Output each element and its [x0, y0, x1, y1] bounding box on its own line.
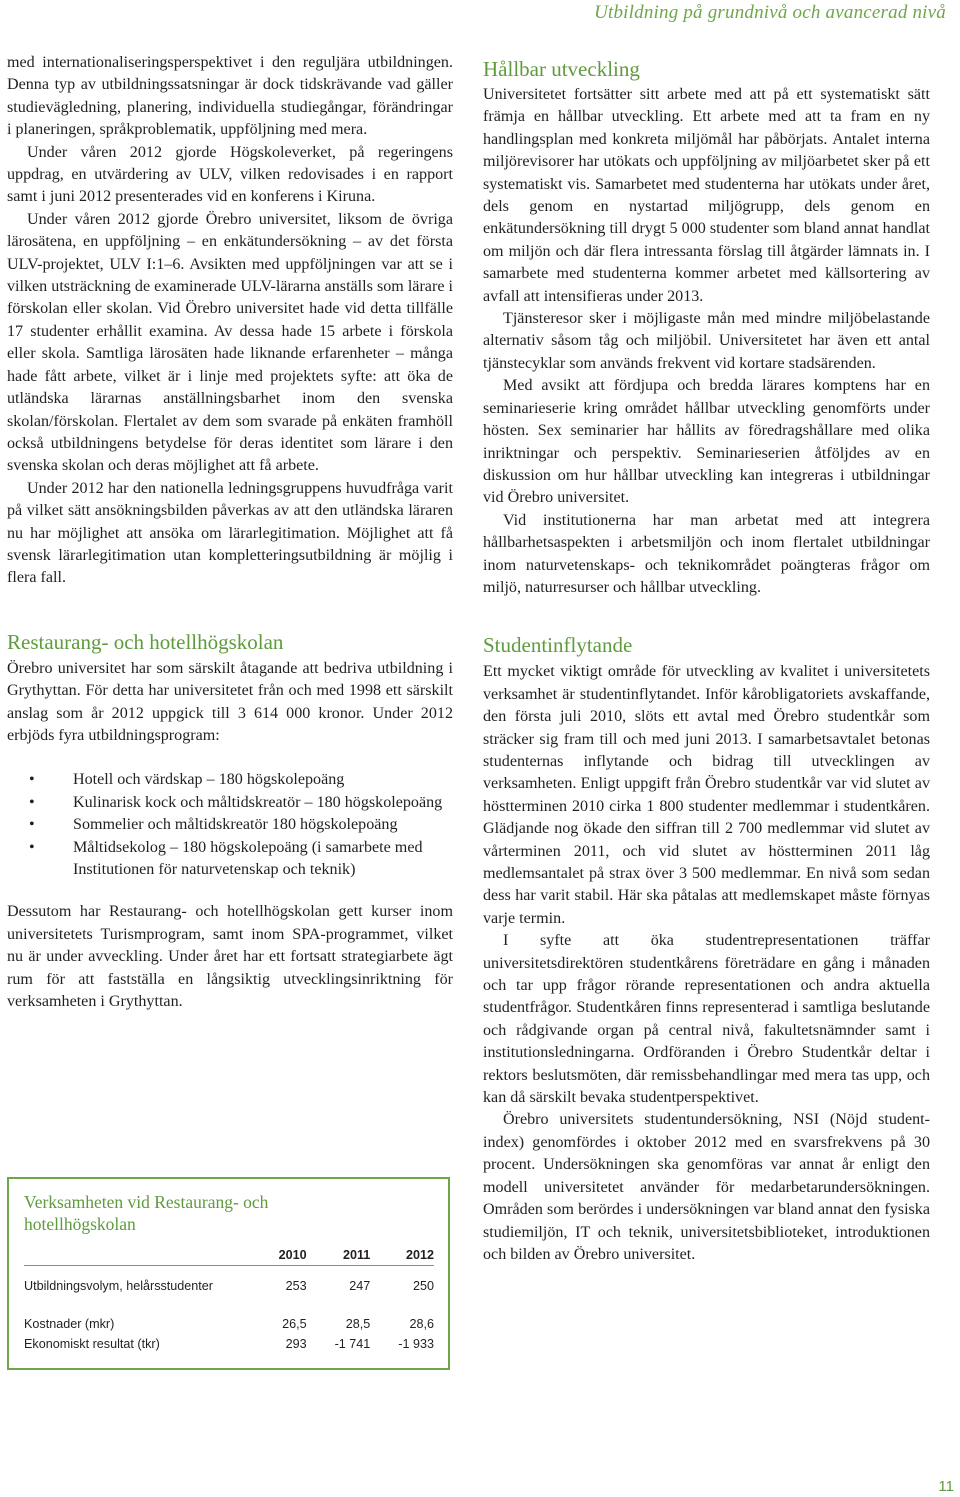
- body-paragraph: med internationaliseringsperspektivet i den reguljära utbildningen. Denna typ av utbildningssatsningar är dock tidskrävande vad gäller studievägledning, planering, individuella studiegångar, förändringar i planeringen, språkproblematik, uppföljning med mera.: [7, 54, 453, 139]
- body-paragraph: Under 2012 har den nationella ledningsgruppens huvudfråga varit på vilket sätt ansökningsbilden påverkas av att den utländska läraren nu har möjlighet att ansöka om lärarlegitimation. Möjlighet att få svensk lärarlegitimation utan kompletteringsutbildning är möjlig i flera fall.: [7, 479, 453, 587]
- bullet-icon: •: [29, 793, 35, 811]
- factbox: [7, 1177, 450, 1370]
- body-paragraph: Örebro universitets studentundersökning, NSI (Nöjd student-index) genomfördes i oktober 2012 med en svarsfrekvens på 30 procent. Undersökningen ska genomföras var annat år enligt den modell universitetet använder för medarbetarundersökningen. Områden som berördes i undersökningen var bland annat den fysiska studiemiljön, IT och teknik, universitetsbiblioteket, introduktionen och bilden av Örebro universitet.: [483, 1111, 930, 1263]
- table-header-cell: 2012: [370, 1245, 434, 1266]
- bullet-icon: •: [29, 838, 35, 856]
- table-cell: 28,6: [409, 1317, 434, 1331]
- table-cell: 247: [349, 1279, 371, 1293]
- table-cell: Utbildningsvolym, helårsstudenter: [24, 1279, 213, 1293]
- body-paragraph: Med avsikt att fördjupa och bredda lärares komptens har en seminarieserie kring området hållbar utveckling genomförts under hösten. Sex seminarier har hållits av föredragshållare med olika inriktningar och perspektiv. Seminarieserien åtföljdes av en diskussion om hur hållbar utveckling kan integreras i utbildningar vid Örebro universitet.: [483, 377, 930, 507]
- section-heading-restaurang: Restaurang- och hotellhögskolan: [7, 629, 284, 654]
- table-cell: Ekonomiskt resultat (tkr): [24, 1337, 160, 1351]
- factbox-table: [24, 1245, 434, 1354]
- running-header: Utbildning på grundnivå och avancerad nivå: [594, 2, 946, 23]
- table-cell: -1 741: [334, 1337, 371, 1351]
- body-paragraph: Ett mycket viktigt område för utveckling av kvalitet i universitetets verksamhet är studentinflytandet. Inför kårobligatoriets avskaffande, den första juli 2010, slöts ett avtal med Örebro studentkår som sträcker sig fram till och med juni 2013. I samarbetsavtalet betonas studenternas inflytande och bidrag till utvecklingen av verksamheten. Enligt uppgift från Örebro studentkår var vid slutet av höstterminen 2010 cirka 1 800 studenter medlemmar i studentkåren. Glädjande nog ökade den siffran till 2 700 medlemmar vid slutet av vårterminen 2011, och vid slutet av höstterminen 2011 låg medlemsantalet på strax över 3 500 medlemmar. En nivå som sedan dess har varit stabil. Här ska påtalas att medlemskapet måste förnyas varje termin.: [483, 663, 930, 927]
- body-paragraph: Tjänsteresor sker i möjligaste mån med mindre miljöbelastande alternativ såsom tåg och miljöbil. Universitetet har även ett antal tjänstecyklar som används frekvent vid kortare stadsärenden.: [483, 310, 930, 372]
- table-cell: 26,5: [282, 1317, 307, 1331]
- body-paragraph: Under våren 2012 gjorde Högskoleverket, på regeringens uppdrag, en utvärdering av ULV, vilken redovisades i en rapport samt i juni 2012 presenterades vid en konferens i Kiruna.: [7, 143, 453, 206]
- table-cell: 253: [285, 1279, 307, 1293]
- table-cell: -1 933: [398, 1337, 434, 1351]
- body-paragraph: Under våren 2012 gjorde Örebro universitet, liksom de övriga lärosätena, en uppföljning – en enkätundersökning – av det första ULV-projektet, ULV I:1–6. Avsikten med uppföljningen var att se i vilken utsträckning de examinerade ULV-lärarna anställs som lärare i förskolan eller skolan. Vid Örebro universitet hade vid detta tillfälle 17 studenter erhållit examina. Av dessa hade 15 arbete i förskola eller skola. Samtliga lärosäten hade liknande erfarenheter – många hade fått arbete, vilket är i linje med projektets syfte: att öka de utländska lärarnas anställningsbarhet inom den svenska skolan/förskolan. Flertalet av dem som svarade på enkäten framhöll också utbildningens betydelse för deras identitet som lärare i den svenska skolan och deras möjlighet att få arbete.: [7, 210, 453, 475]
- section-heading-studentinflytande: Studentinflytande: [483, 633, 633, 658]
- table-row: [24, 1314, 434, 1334]
- table-header-cell: [24, 1245, 243, 1266]
- table-spacer: [24, 1296, 434, 1314]
- list-item: • Måltidsekolog – 180 högskolepoäng (i samarbete med Institutionen för naturvetenskap och teknik): [29, 838, 423, 878]
- body-paragraph: Örebro universitet har som särskilt åtagande att bedriva utbildning i Grythyttan. För detta har universitetet från och med 1998 ett särskilt anslag som år 2012 uppgick till 3 614 000 kronor. Under 2012 erbjöds fyra utbildningsprogram:: [7, 659, 453, 744]
- left-column: [7, 52, 453, 1013]
- right-column: [483, 52, 930, 1266]
- list-item: • Sommelier och måltidskreatör 180 högskolepoäng: [7, 814, 453, 836]
- table-header-cell: 2010: [243, 1245, 307, 1266]
- page-number: 11: [938, 1478, 954, 1495]
- table-cell: 250: [412, 1279, 434, 1293]
- table-cell: Kostnader (mkr): [24, 1317, 115, 1331]
- list-item: • Hotell och värdskap – 180 högskolepoäng: [7, 769, 453, 791]
- section-heading-hallbar: Hållbar utveckling: [483, 57, 640, 81]
- factbox-title: Verksamheten vid Restaurang- och hotellhögskolan: [24, 1192, 269, 1234]
- table-row: [24, 1266, 434, 1297]
- bullet-icon: •: [29, 771, 35, 789]
- table-row: [24, 1334, 434, 1354]
- bullet-icon: •: [29, 816, 35, 834]
- program-list: [7, 769, 453, 881]
- body-paragraph: Vid institutionerna har man arbetat med att integrera hållbarhetsaspekten i arbetsmiljön och inom flertalet utbildningar inom naturvetenskaps- och teknikområdet poängteras frågor om miljö, naturresurser och hållbar utveckling.: [483, 511, 930, 596]
- list-item: • Kulinarisk kock och måltidskreatör – 180 högskolepoäng: [7, 792, 453, 814]
- table-header-row: [24, 1245, 434, 1266]
- table-cell: 293: [285, 1337, 307, 1351]
- body-paragraph: I syfte att öka studentrepresentationen träffar universitetsdirektören studentkårens företrädare en gång i månaden och tar upp frågor rörande representationen och andra aktuella studentfrågor. Studentkåren finns representerad i samtliga beslutande och rådgivande organ på central nivå, fakultetsnämnder samt i institutionsledningarna. Ordföranden i Örebro Studentkår deltar i rektors beslutsmöten, där remissbehandlingar med mera tas upp, och kan då särskilt bevaka studentperspektivet.: [483, 932, 930, 1107]
- table-cell: 28,5: [345, 1317, 371, 1331]
- table-header-cell: 2011: [307, 1245, 371, 1266]
- body-paragraph: Universitetet fortsätter sitt arbete med att på ett systematiskt sätt främja en hållbar utveckling. Ett arbete med att ta fram en ny handlingsplan med konkreta miljömål har påbörjats. Antalet interna miljörevisorer har utökats och uppföljning av miljöarbetet sker på ett systematiskt vis. Samarbetet med studenterna har utökats under året, dels genom en nystartad miljögrupp, dels genom en enkätundersökning till drygt 5 000 studenter som bland annat handlat om miljön och där flera intressanta förslag till åtgärder lämnats in. I samarbete med studenterna kommer arbetet med källsortering av avfall att intensifieras under 2013.: [483, 86, 930, 305]
- body-paragraph: Dessutom har Restaurang- och hotellhögskolan gett kurser inom universitetets Turismprogram, samt inom SPA-programmet, vilket nu är under avveckling. Under året har ett fortsatt strategiarbete ägt rum för att fastställa en långsiktig utvecklingsinriktning för verksamheten i Grythyttan.: [7, 903, 453, 1011]
